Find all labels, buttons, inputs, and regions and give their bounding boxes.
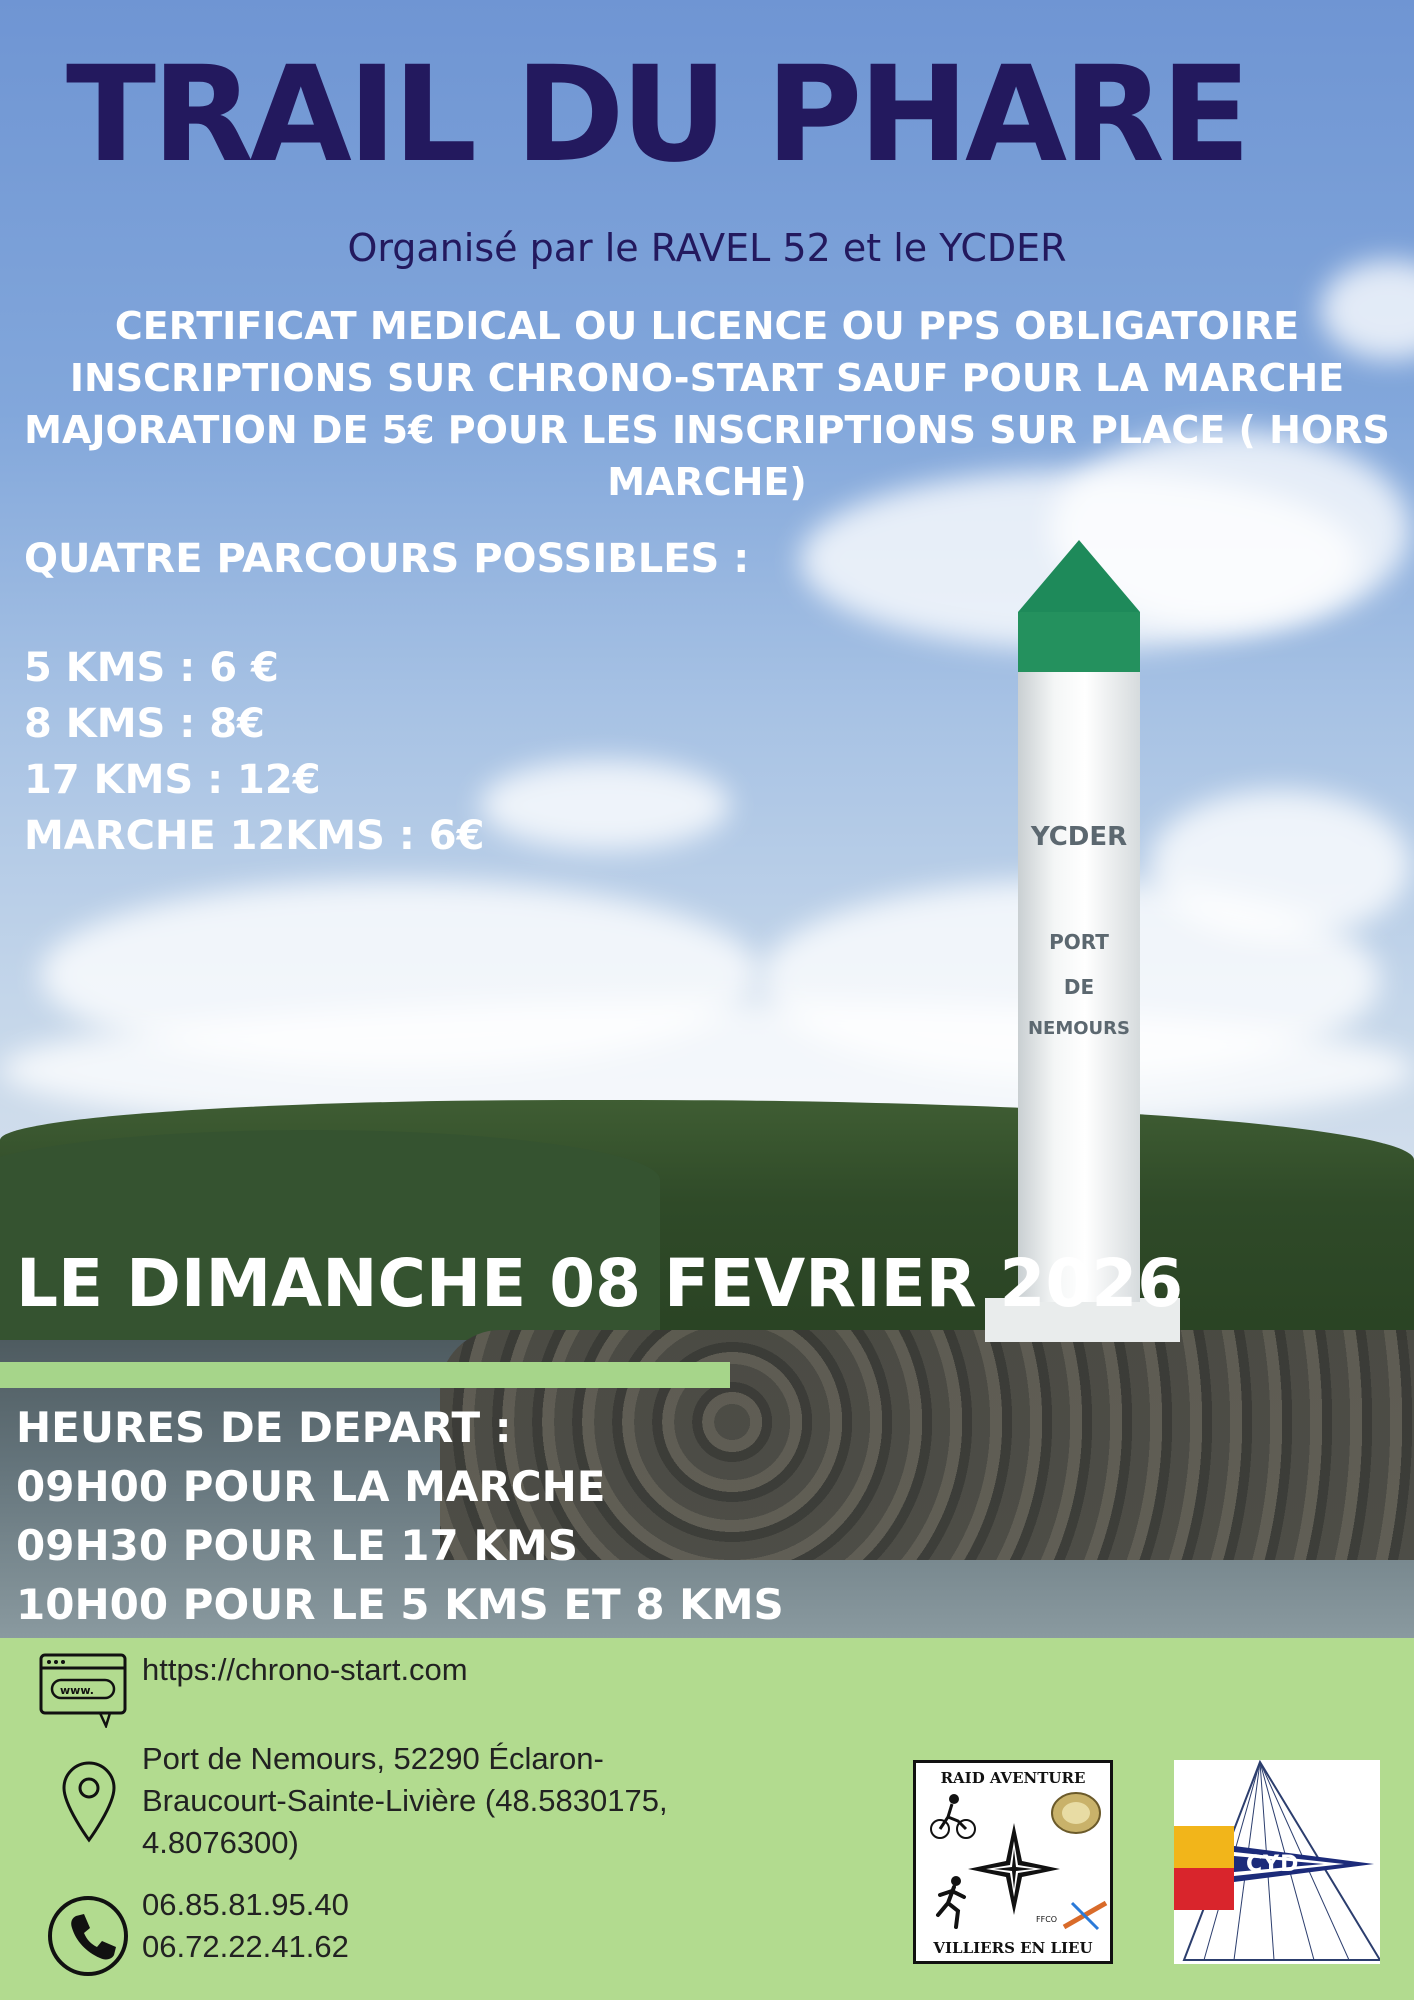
event-date: LE DIMANCHE 08 FEVRIER 2026 [16, 1245, 1184, 1322]
phone-icon [46, 1894, 130, 1978]
departure-times [16, 1398, 784, 1634]
lighthouse-roof [1018, 540, 1140, 612]
poster-title: TRAIL DU PHARE [66, 38, 1247, 192]
cyd-logo [1174, 1760, 1380, 1964]
phone-number[interactable]: 06.72.22.41.62 [142, 1929, 349, 1964]
notice-line: INSCRIPTIONS SUR CHRONO-START SAUF POUR LA MARCHE [69, 356, 1345, 400]
runner-icon [930, 1875, 974, 1929]
lighthouse-label: YCDER [1030, 822, 1128, 852]
course-item: MARCHE 12KMS : 6€ [24, 813, 485, 859]
departure-item: 09H00 POUR LA MARCHE [16, 1462, 606, 1511]
phone-numbers [142, 1884, 349, 1968]
lighthouse-tower [1018, 612, 1140, 1302]
departures-heading: HEURES DE DEPART : [16, 1403, 512, 1452]
notice-line: MAJORATION DE 5€ POUR LES INSCRIPTIONS SUR PLACE ( HORS MARCHE) [24, 408, 1390, 504]
cloud [480, 760, 730, 850]
departure-item: 10H00 POUR LE 5 KMS ET 8 KMS [16, 1580, 784, 1629]
departure-item: 09H30 POUR LE 17 KMS [16, 1521, 578, 1570]
web-icon-label: www. [60, 1684, 94, 1697]
lighthouse-band [1018, 612, 1140, 672]
compass-icon [1050, 1791, 1102, 1835]
cyclist-icon [928, 1791, 978, 1841]
address [142, 1738, 668, 1864]
address-line: Port de Nemours, 52290 Éclaron- [142, 1741, 604, 1776]
ffco-label: FFCO [1036, 1915, 1058, 1924]
course-list [24, 640, 484, 864]
website-link[interactable]: https://chrono-start.com [142, 1652, 468, 1687]
kayak-icon [1062, 1897, 1108, 1933]
phone-number[interactable]: 06.85.81.95.40 [142, 1887, 349, 1922]
raid-aventure-logo [913, 1760, 1113, 1964]
logo-bottom-text: VILLIERS EN LIEU [933, 1939, 1093, 1957]
lighthouse-label: NEMOURS [1027, 1018, 1130, 1039]
course-item: 8 KMS : 8€ [24, 701, 265, 747]
lighthouse-label: DE [1063, 975, 1095, 999]
lighthouse-label: PORT [1049, 930, 1109, 954]
course-item: 5 KMS : 6 € [24, 645, 279, 691]
course-item: 17 KMS : 12€ [24, 757, 321, 803]
logo-top-text: RAID AVENTURE [940, 1769, 1086, 1787]
organizer-subtitle: Organisé par le RAVEL 52 et le YCDER [347, 226, 1067, 270]
address-line: Braucourt-Sainte-Livière (48.5830175, [142, 1783, 668, 1818]
notice-block [20, 300, 1394, 508]
compass-rose-icon [966, 1821, 1062, 1917]
map-pin-icon [58, 1758, 120, 1844]
divider-bar [0, 1362, 730, 1388]
address-line: 4.8076300) [142, 1825, 299, 1860]
web-browser-icon [38, 1652, 130, 1728]
cloud [1150, 790, 1410, 940]
cyd-label: CYD [1246, 1852, 1300, 1877]
courses-heading: QUATRE PARCOURS POSSIBLES : [24, 536, 750, 582]
notice-line: CERTIFICAT MEDICAL OU LICENCE OU PPS OBLIGATOIRE [114, 304, 1300, 348]
